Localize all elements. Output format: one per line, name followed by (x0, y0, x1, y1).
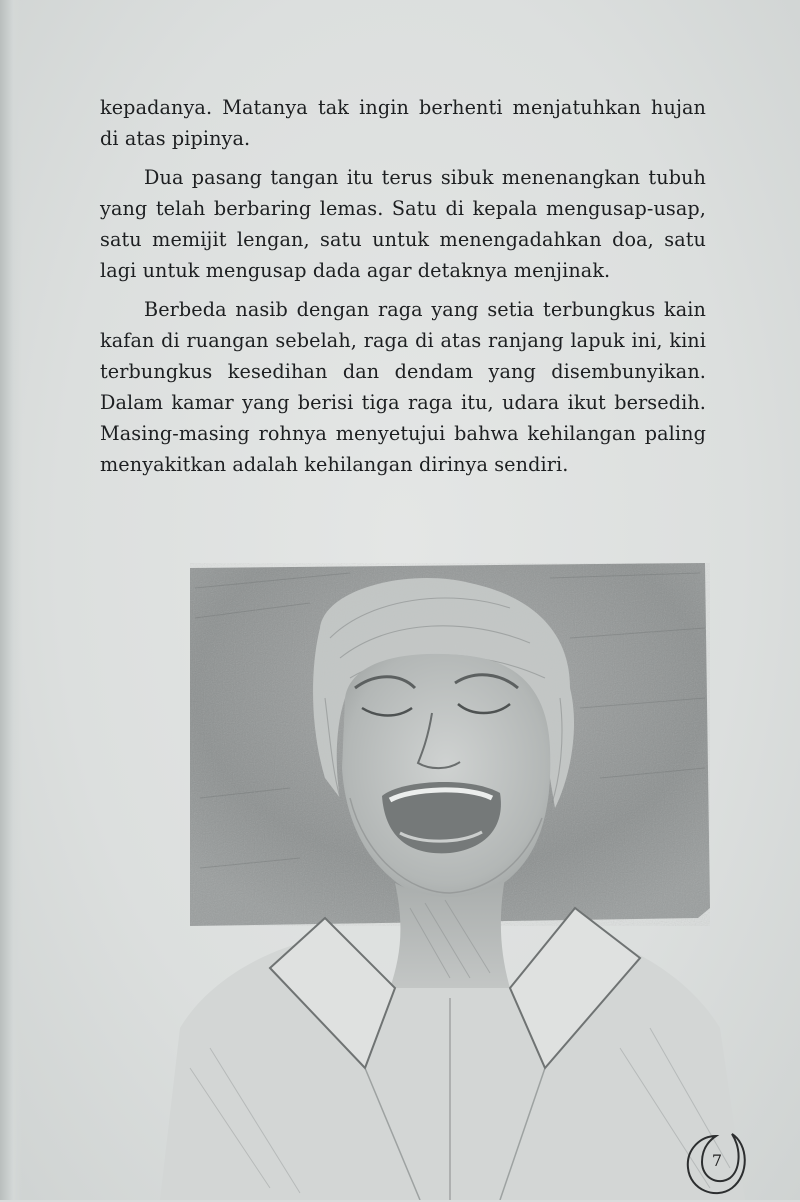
book-spine-shadow (0, 0, 22, 1200)
paragraph-continuation: kepadanya. Matanya tak ingin berhenti menjatuhkan hujan di atas pipinya. (100, 96, 706, 150)
body-text (100, 92, 706, 480)
page-number-badge (680, 1124, 754, 1198)
paragraph-hands: Dua pasang tangan itu terus sibuk menenangkan tubuh yang telah berbaring lemas. Satu di kepala mengusap-usap, satu memijit lengan, satu untuk menengadahkan doa, satu lagi untuk mengusap dada agar detaknya menjinak. (100, 166, 706, 282)
page-number: 7 (711, 1151, 723, 1170)
pencil-sketch-illustration (150, 548, 750, 1200)
paragraph-fate: Berbeda nasib dengan raga yang setia terbungkus kain kafan di ruangan sebelah, raga di atas ranjang lapuk ini, kini terbungkus kesedihan dan dendam yang disembunyikan. Dalam kamar yang berisi tiga raga itu, udara ikut bersedih. Masing-masing rohnya menyetujui bahwa kehilangan paling menyakitkan adalah kehilangan dirinya sendiri. (100, 298, 706, 476)
